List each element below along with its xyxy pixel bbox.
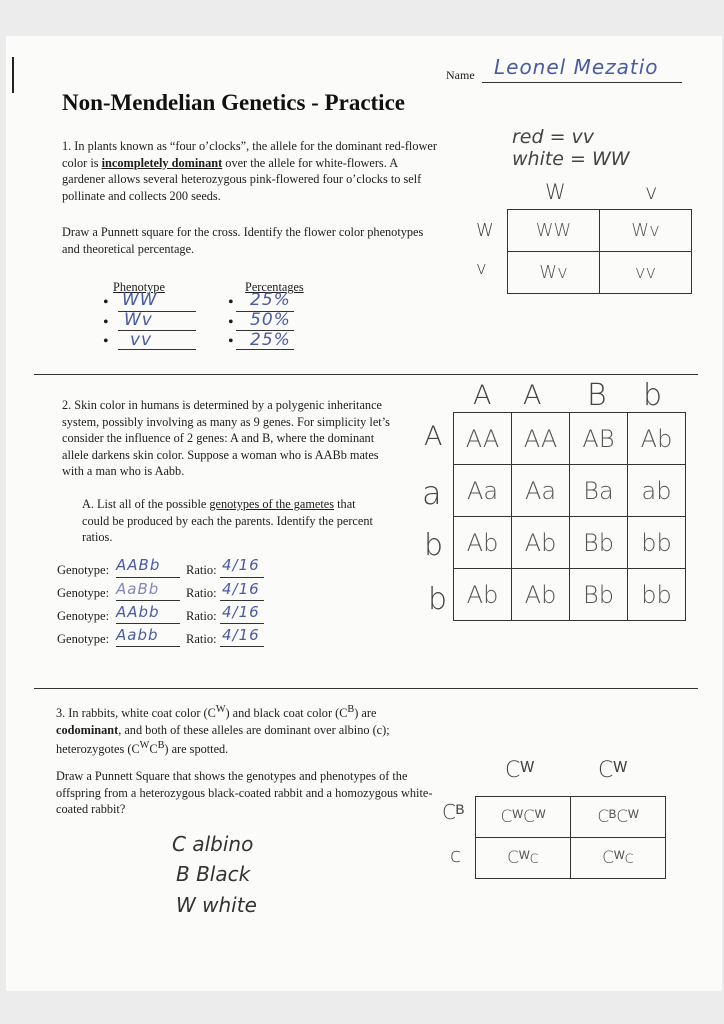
p2-cell: bb	[628, 517, 686, 569]
p2-cell: Aa	[454, 465, 512, 517]
genotype-answer-3: AAbb	[116, 603, 160, 621]
percentages-header: Percentages	[245, 280, 304, 294]
p2-col-header: A	[523, 380, 542, 411]
question-3-text: 3. In rabbits, white coat color $(C^W)$ and black coat color $(C^B)$ are codominant, and both of these alleles are dominant over albino (c); heterozygotes $(C^WC^B)$ are spotted.	[56, 704, 390, 757]
section-divider	[34, 688, 698, 689]
ratio-answer-2: 4/16	[222, 580, 260, 598]
question-3-instructions: Draw a Punnett Square that shows the genotypes and phenotypes of the offspring from a heterozygous black-coated rabbit and a homozygous white-coated rabbit?	[56, 769, 433, 816]
percent-answer-2: 50%	[250, 310, 291, 330]
ratio-answer-1: 4/16	[222, 556, 260, 574]
name-underline	[482, 82, 682, 83]
page-title: Non-Mendelian Genetics - Practice	[62, 90, 405, 115]
p2-cell: bb	[628, 569, 686, 621]
p2-cell: ab	[628, 465, 686, 517]
genotype-answer-2: AaBb	[116, 580, 160, 598]
ratio-label: Ratio:	[186, 563, 217, 577]
question-2-text: 2. Skin color in humans is determined by a polygenic inheritance system, possibly involving as many as 9 genes. For simplicity let’s consider the influence of 2 genes: A and B, where the dominant allele darkens skin color. Suppose a woman who is AABb mates with a man who is Aabb.	[62, 398, 390, 478]
bullet: •	[228, 333, 234, 350]
genotype-label: Genotype:	[57, 609, 110, 623]
p2-cell: AA	[512, 413, 570, 465]
p3-cell: CᴮCᵂ	[571, 797, 666, 838]
punnett-square-3	[475, 796, 666, 879]
genotype-label: Genotype:	[57, 563, 110, 577]
punnett-square-1	[507, 209, 692, 294]
bullet: •	[228, 294, 234, 311]
phenotype-answer-1: WW	[122, 290, 158, 310]
note-red: red = vv	[512, 126, 595, 148]
p2-col-header: B	[587, 378, 607, 413]
p3-row-header: Cᴮ	[442, 800, 465, 824]
p3-col-header: Cᵂ	[598, 758, 628, 783]
ratio-label: Ratio:	[186, 632, 217, 646]
name-label: Name	[446, 68, 475, 82]
p3-col-header: Cᵂ	[505, 758, 535, 783]
p3-cell: Cᵂc	[571, 838, 666, 879]
section-divider	[34, 374, 698, 375]
p2-cell: Ab	[512, 517, 570, 569]
p1-col-header: W	[545, 180, 566, 204]
p2-col-header: b	[643, 378, 663, 413]
genotype-answer-1: AABb	[116, 556, 161, 574]
p1-col-header: v	[645, 180, 658, 204]
punnett-square-2	[453, 412, 686, 621]
p2-row-header: b	[428, 582, 448, 617]
p1-cell: Wv	[600, 210, 692, 252]
p1-cell: Wv	[508, 252, 600, 294]
bullet: •	[103, 314, 109, 331]
p1-row-header: v	[476, 258, 487, 279]
p2-row-header: a	[422, 474, 442, 512]
p2-cell: Ab	[454, 517, 512, 569]
bullet: •	[103, 294, 109, 311]
phenotype-answer-3: vv	[130, 330, 153, 350]
p2-cell: Bb	[570, 517, 628, 569]
phenotype-header: Phenotype	[113, 280, 165, 294]
p2-cell: Ab	[512, 569, 570, 621]
p2-cell: AB	[570, 413, 628, 465]
bullet: •	[103, 333, 109, 350]
p2-cell: AA	[454, 413, 512, 465]
percent-answer-3: 25%	[250, 330, 291, 350]
p2-cell: Ab	[628, 413, 686, 465]
p1-row-header: W	[476, 220, 494, 241]
genotype-label: Genotype:	[57, 632, 110, 646]
question-1-instructions: Draw a Punnett square for the cross. Identify the flower color phenotypes and theoretical percentage.	[62, 225, 424, 256]
genotype-answer-4: Aabb	[116, 626, 159, 644]
p1-cell: vv	[600, 252, 692, 294]
p2-cell: Ab	[454, 569, 512, 621]
ratio-answer-4: 4/16	[222, 626, 260, 644]
percent-answer-1: 25%	[250, 290, 291, 310]
p3-cell: CᵂCᵂ	[476, 797, 571, 838]
p2-cell: Aa	[512, 465, 570, 517]
question-1-text: 1. In plants known as “four o’clocks”, the allele for the dominant red-flower color is incompletely dominant over the allele for white-flowers. A gardener allows several heterozygous pink-flowered four o’clocks to self pollinate and collects 200 seeds.	[62, 139, 437, 203]
phenotype-answer-2: Wv	[124, 310, 153, 330]
p3-row-header: c	[450, 843, 461, 867]
p2-row-header: b	[424, 528, 444, 563]
margin-mark	[12, 57, 14, 93]
p2-cell: Bb	[570, 569, 628, 621]
p2-row-header: A	[424, 421, 443, 452]
key-white: W white	[176, 893, 257, 917]
ratio-answer-3: 4/16	[222, 603, 260, 621]
bullet: •	[228, 314, 234, 331]
ratio-label: Ratio:	[186, 609, 217, 623]
ratio-label: Ratio:	[186, 586, 217, 600]
note-white: white = WW	[512, 148, 630, 170]
student-name: Leonel Mezatio	[494, 55, 659, 79]
p3-cell: Cᵂc	[476, 838, 571, 879]
p1-cell: WW	[508, 210, 600, 252]
p2-col-header: A	[473, 380, 492, 411]
question-2-part-a: A. List all of the possible genotypes of the gametes that could be produced by each the parents. Identify the percent ratios.	[82, 497, 373, 544]
key-albino: C albino	[172, 832, 254, 856]
p2-cell: Ba	[570, 465, 628, 517]
genotype-label: Genotype:	[57, 586, 110, 600]
key-black: B Black	[176, 862, 251, 886]
